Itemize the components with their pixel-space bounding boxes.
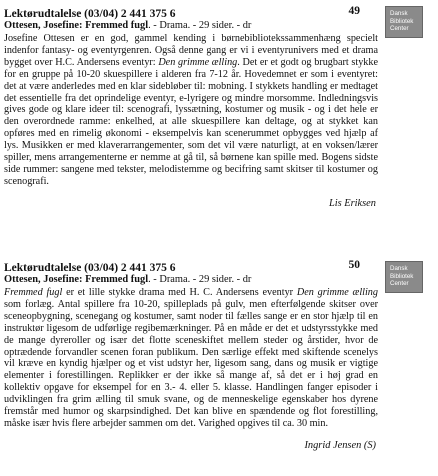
logo-line: Center <box>390 280 409 288</box>
review-text: er et lille stykke drama med H. C. Andersens eventyr <box>62 287 297 298</box>
review-body <box>4 287 378 430</box>
biblio-title: Ottesen, Josefine: Fremmed fugl <box>4 20 149 31</box>
page-number: 50 <box>348 259 360 271</box>
logo-line: Center <box>390 25 409 33</box>
logo-line: Dansk <box>390 10 408 17</box>
review-header <box>4 258 378 272</box>
page-number: 49 <box>348 5 360 17</box>
review-header-label: Lektørudtalelse (03/04) 2 441 375 6 <box>4 262 176 274</box>
logo-line: Dansk <box>390 265 408 272</box>
review-entry-2 <box>4 258 378 452</box>
bibliographic-line <box>4 20 378 32</box>
biblio-title: Ottesen, Josefine: Fremmed fugl <box>4 274 149 285</box>
dbc-logo <box>385 6 423 38</box>
logo-line: Bibliotek <box>390 17 414 25</box>
review-text: . Det er et godt og brugbart stykke for en gruppe på 10-20 skuespillere i alderen fra 7-12 år. Hovedemnet er som i eventyret: det at være anderledes med en klar sidebløber til: mobning. I stykkets handling er medtaget det essentielle fra det oprindelige eventyr, e-lyrigere og mindre morsomme. Indledningsvis gives gode og klare ideer til: scenografi, lyssætning, kostumer og musik - og i det hele er den overordnede ramme: enkelhed, at alle skuespillere kan deltage, og at stykket kan opføres med en rimelig økonomi - eksempelvis kan scenerummet opbygges ved hjælp af lys. Musikken er med klaverarrangementer, som det vil være naturligt, at en voksen/lærer spiller, mens arrangementerne er nemme at gå til, så børnene kan spille med. Bogens sidste side rummer: sangene med tekster, melodistemme og becifring samt skitser til kostumer og scenografi. <box>4 56 379 187</box>
review-text-italic: Fremmed fugl <box>4 287 63 298</box>
review-text-italic: Den grimme ælling <box>158 56 238 68</box>
review-text-italic: Den grimme ælling <box>296 287 378 298</box>
biblio-details: . - Drama. - 29 sider. - dr <box>148 274 252 285</box>
review-text: som forlæg. Antal spillere fra 10-20, spilleplads på gulv, men efterfølgende skitser over sceneopbygning, scenegang og kostumer, samt noder til fælles sange er en stor hjælp til en instruktør ligesom de udførlige regibemærkninger. På en måde er det et udstyrsstykke med de mange dyreroller og især det flotte sceneskiftet mellem steder og årstider, hvor de optrædende forvandler scenen foran publikum. Den særlige effekt med skiftende scenelys vil kræve en kyndig hjælper og et vist udstyr her, ligesom sang, dans og musik er vigtige elementer i forestillingen. Replikker er der ikke så mange af, så det er i høj grad en kollektiv opgave for eksempel for en 3.- 4. eller 5. klasse. Handlingen fanger episoder i udviklingen fra grim ælling til smuk svane, og de menneskelige egenskaber hos dyrene fremstår med humor og skarpsindighed. Det kan blive en spændende og flot forestilling, måske især hvis flere arbejder sammen om det. Varighed opgives til ca. 30 min. <box>4 298 378 429</box>
review-header-label: Lektørudtalelse (03/04) 2 441 375 6 <box>4 8 176 20</box>
review-body <box>4 33 378 188</box>
review-entry-1 <box>4 4 378 210</box>
reviewer-signature: Lis Eriksen <box>328 197 376 209</box>
logo-line: Bibliotek <box>390 272 414 280</box>
review-header <box>4 4 378 18</box>
bibliographic-line <box>4 274 378 286</box>
reviewer-signature: Ingrid Jensen (S) <box>304 439 376 451</box>
dbc-logo <box>385 261 423 293</box>
biblio-details: . - Drama. - 29 sider. - dr <box>148 20 252 31</box>
review-text: Josefine Ottesen er en god, gammel kending i børnebibliotekssammenhæng specielt indenfor fantasy- og eventyrgenren. Også denne gang er vi i eventyrunivers med et drama bygget over H.C. Andersens eventyr: <box>4 33 378 68</box>
